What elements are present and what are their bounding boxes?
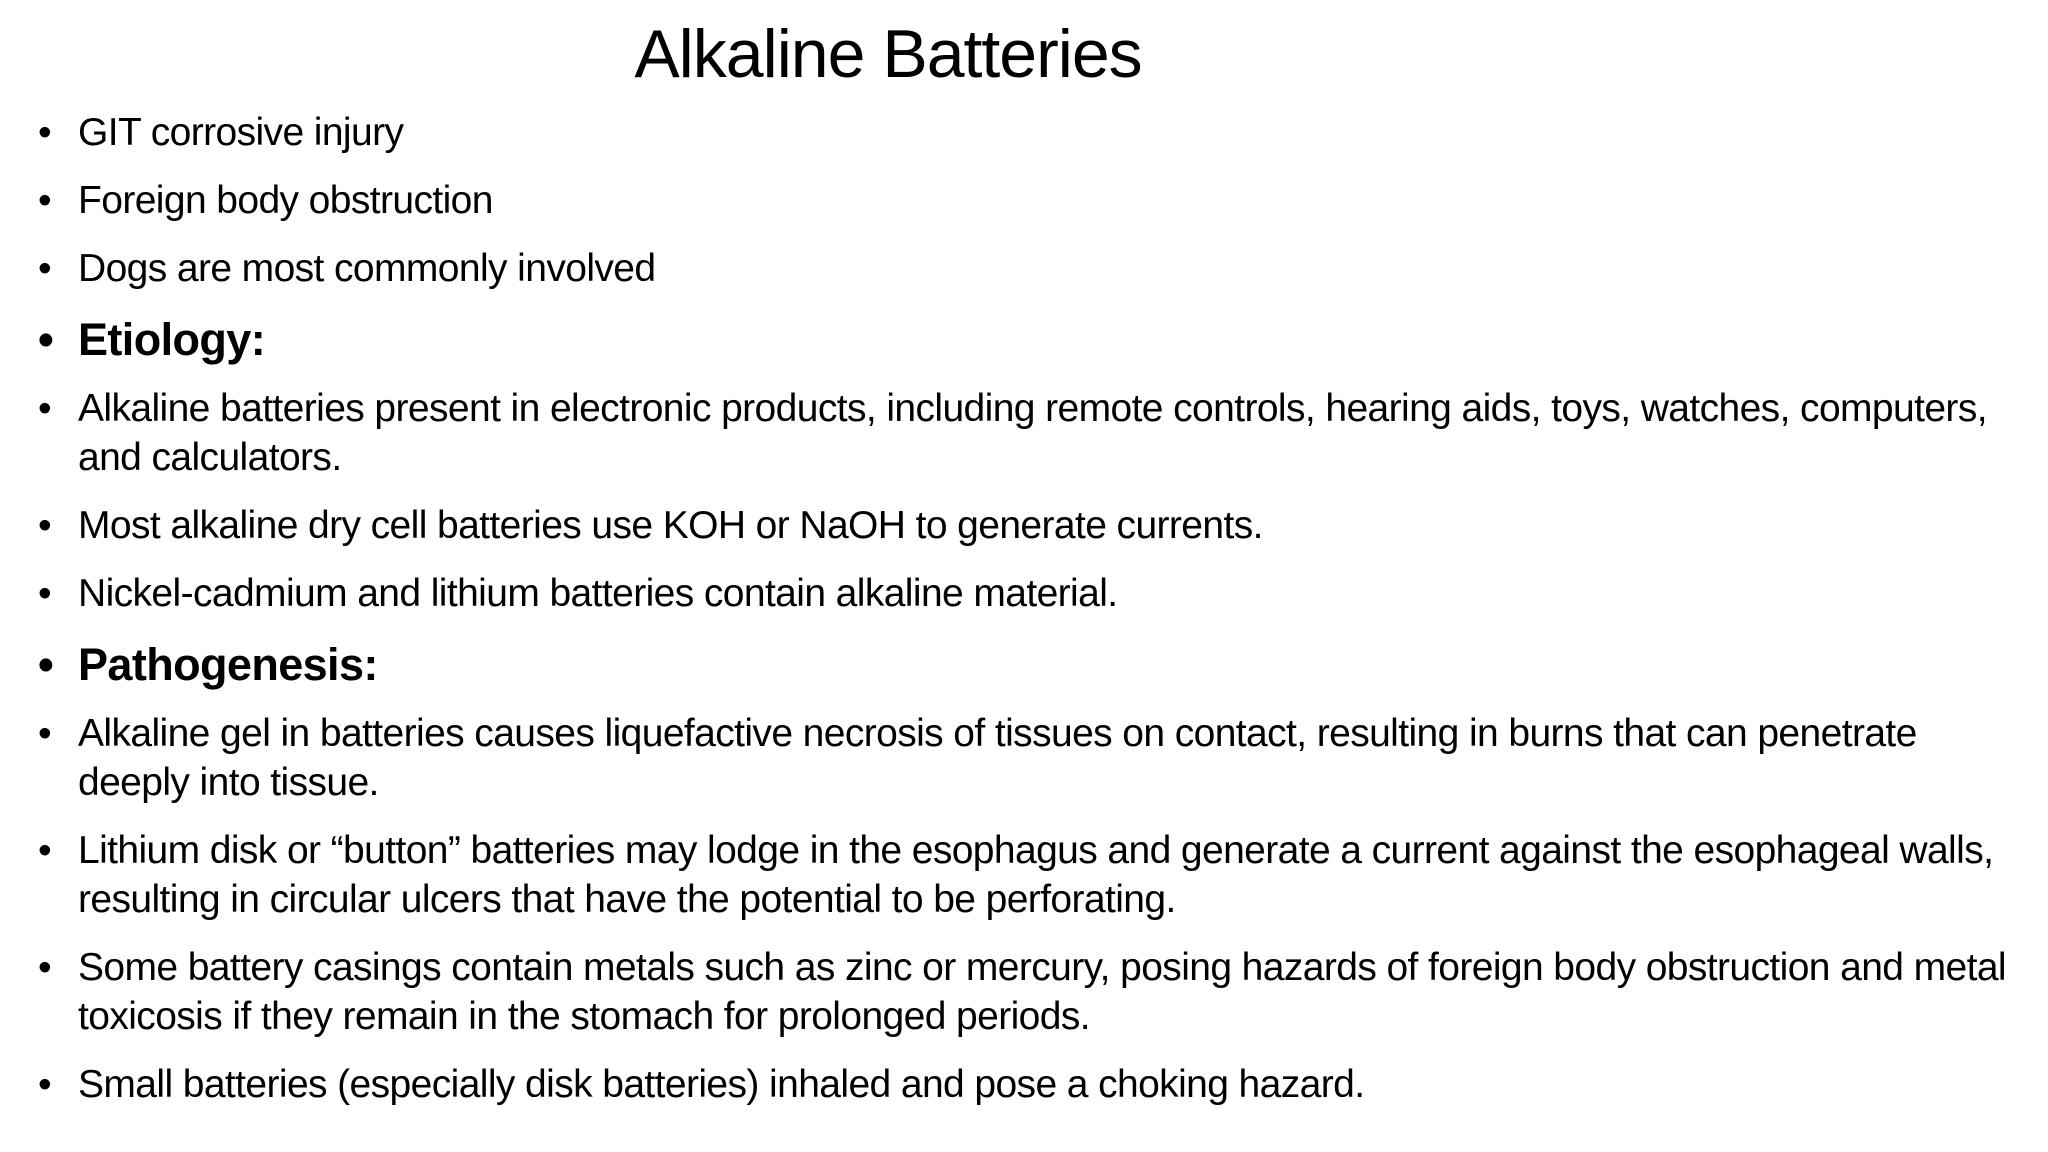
bullet-dot-icon: •	[38, 572, 52, 615]
bullet-item	[38, 569, 2028, 618]
bullet-text: Nickel-cadmium and lithium batteries contain alkaline material.	[78, 572, 1118, 615]
bullet-dot-icon: •	[38, 639, 54, 690]
slide-title: Alkaline Batteries	[634, 16, 1142, 92]
bullet-item	[38, 943, 2028, 1041]
section-heading-item	[38, 312, 2028, 368]
bullet-item	[38, 709, 2028, 807]
bullet-text: GIT corrosive injury	[78, 111, 404, 154]
bullet-text: Most alkaline dry cell batteries use KOH or NaOH to generate currents.	[78, 504, 1263, 547]
bullet-text: Lithium disk or “button” batteries may lodge in the esophagus and generate a current against the esophageal walls, resulting in circular ulcers that have the potential to be perforating.	[78, 829, 1994, 921]
bullet-item	[38, 501, 2028, 550]
bullet-dot-icon: •	[38, 504, 52, 547]
bullet-text: Dogs are most commonly involved	[78, 247, 656, 290]
bullet-dot-icon: •	[38, 387, 52, 430]
bullet-dot-icon: •	[38, 1063, 52, 1106]
bullet-dot-icon: •	[38, 946, 52, 989]
section-heading-text: Etiology:	[78, 314, 266, 365]
bullet-item	[38, 176, 2028, 225]
bullet-item	[38, 826, 2028, 924]
bullet-dot-icon: •	[38, 712, 52, 755]
bullet-dot-icon: •	[38, 179, 52, 222]
bullet-item	[38, 1060, 2028, 1109]
bullet-item	[38, 108, 2028, 157]
bullet-text: Small batteries (especially disk batteries) inhaled and pose a choking hazard.	[78, 1063, 1365, 1106]
bullet-text: Alkaline gel in batteries causes liquefactive necrosis of tissues on contact, resulting in burns that can penetrate deeply into tissue.	[78, 712, 1917, 804]
bullet-dot-icon: •	[38, 247, 52, 290]
bullet-item	[38, 244, 2028, 293]
bullet-item	[38, 384, 2028, 482]
bullet-text: Foreign body obstruction	[78, 179, 493, 222]
section-heading-item	[38, 637, 2028, 693]
bullet-text: Alkaline batteries present in electronic products, including remote controls, hearing aids, toys, watches, computers, and calculators.	[78, 387, 1987, 479]
section-heading-text: Pathogenesis:	[78, 639, 378, 690]
bullet-list	[38, 108, 2028, 1128]
bullet-dot-icon: •	[38, 111, 52, 154]
bullet-dot-icon: •	[38, 314, 54, 365]
bullet-text: Some battery casings contain metals such as zinc or mercury, posing hazards of foreign body obstruction and metal toxicosis if they remain in the stomach for prolonged periods.	[78, 946, 2006, 1038]
bullet-dot-icon: •	[38, 829, 52, 872]
